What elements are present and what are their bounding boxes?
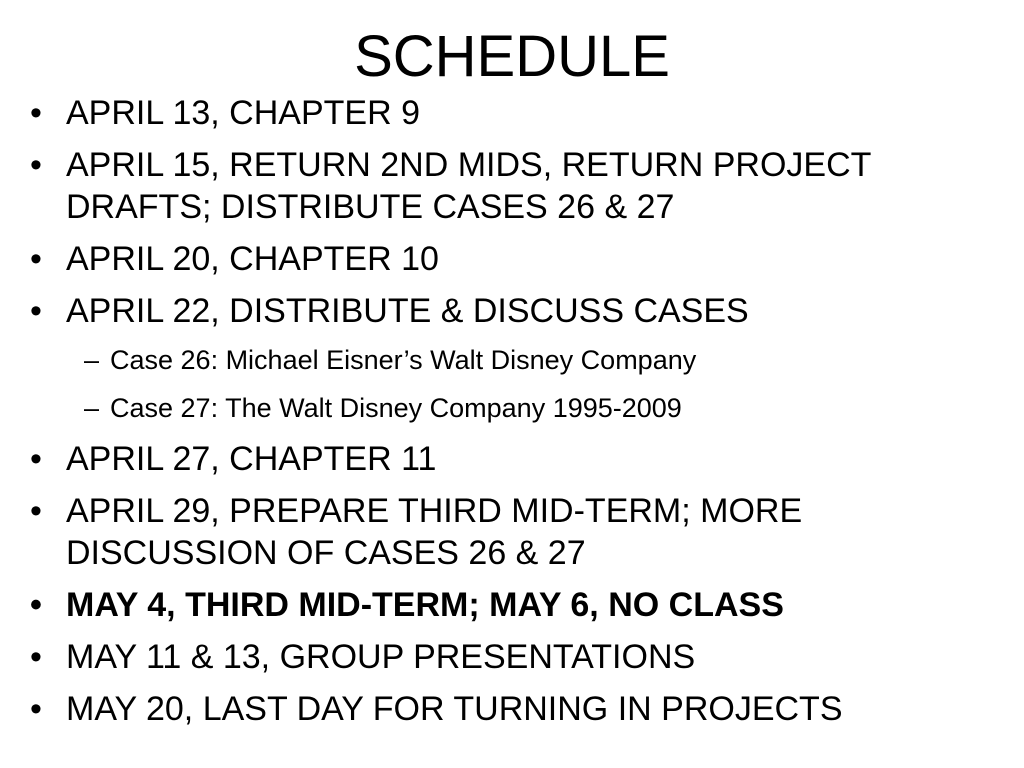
bullet-icon: • (30, 638, 42, 676)
list-item (30, 490, 1005, 574)
list-item-text: MAY 11 & 13, GROUP PRESENTATIONS (66, 638, 696, 676)
list-item-text: MAY 20, LAST DAY FOR TURNING IN PROJECTS (66, 690, 843, 728)
list-item-text: APRIL 13, CHAPTER 9 (66, 94, 420, 132)
list-item (30, 688, 1005, 730)
bullet-icon: • (30, 586, 42, 624)
bullet-icon: • (30, 292, 42, 330)
bullet-icon: • (30, 94, 42, 132)
sub-list-item-text: Case 27: The Walt Disney Company 1995-2009 (110, 393, 682, 423)
dash-icon: – (84, 345, 100, 375)
list-item-text: APRIL 15, RETURN 2ND MIDS, RETURN PROJECT DRAFTS; DISTRIBUTE CASES 26 & 27 (66, 146, 871, 226)
bullet-icon: • (30, 440, 42, 478)
sub-list-item-text: Case 26: Michael Eisner’s Walt Disney Company (110, 345, 697, 375)
schedule-list (30, 92, 1005, 740)
list-item (30, 438, 1005, 480)
list-item-text: APRIL 20, CHAPTER 10 (66, 240, 439, 278)
list-item-text: APRIL 29, PREPARE THIRD MID-TERM; MORE DISCUSSION OF CASES 26 & 27 (66, 492, 803, 572)
bullet-icon: • (30, 690, 42, 728)
slide-title: SCHEDULE (354, 24, 670, 89)
sub-list-item (30, 342, 1005, 378)
sub-list-item (30, 390, 1005, 426)
list-item-text: APRIL 22, DISTRIBUTE & DISCUSS CASES (66, 292, 749, 330)
list-item (30, 290, 1005, 332)
list-item-text: APRIL 27, CHAPTER 11 (66, 440, 437, 478)
list-item (30, 238, 1005, 280)
dash-icon: – (84, 393, 100, 423)
bullet-icon: • (30, 240, 42, 278)
list-item-text: MAY 4, THIRD MID-TERM; MAY 6, NO CLASS (66, 586, 784, 624)
bullet-icon: • (30, 492, 42, 530)
list-item (30, 92, 1005, 134)
list-item-highlighted (30, 584, 1005, 626)
bullet-icon: • (30, 146, 42, 184)
list-item (30, 636, 1005, 678)
list-item (30, 144, 1005, 228)
